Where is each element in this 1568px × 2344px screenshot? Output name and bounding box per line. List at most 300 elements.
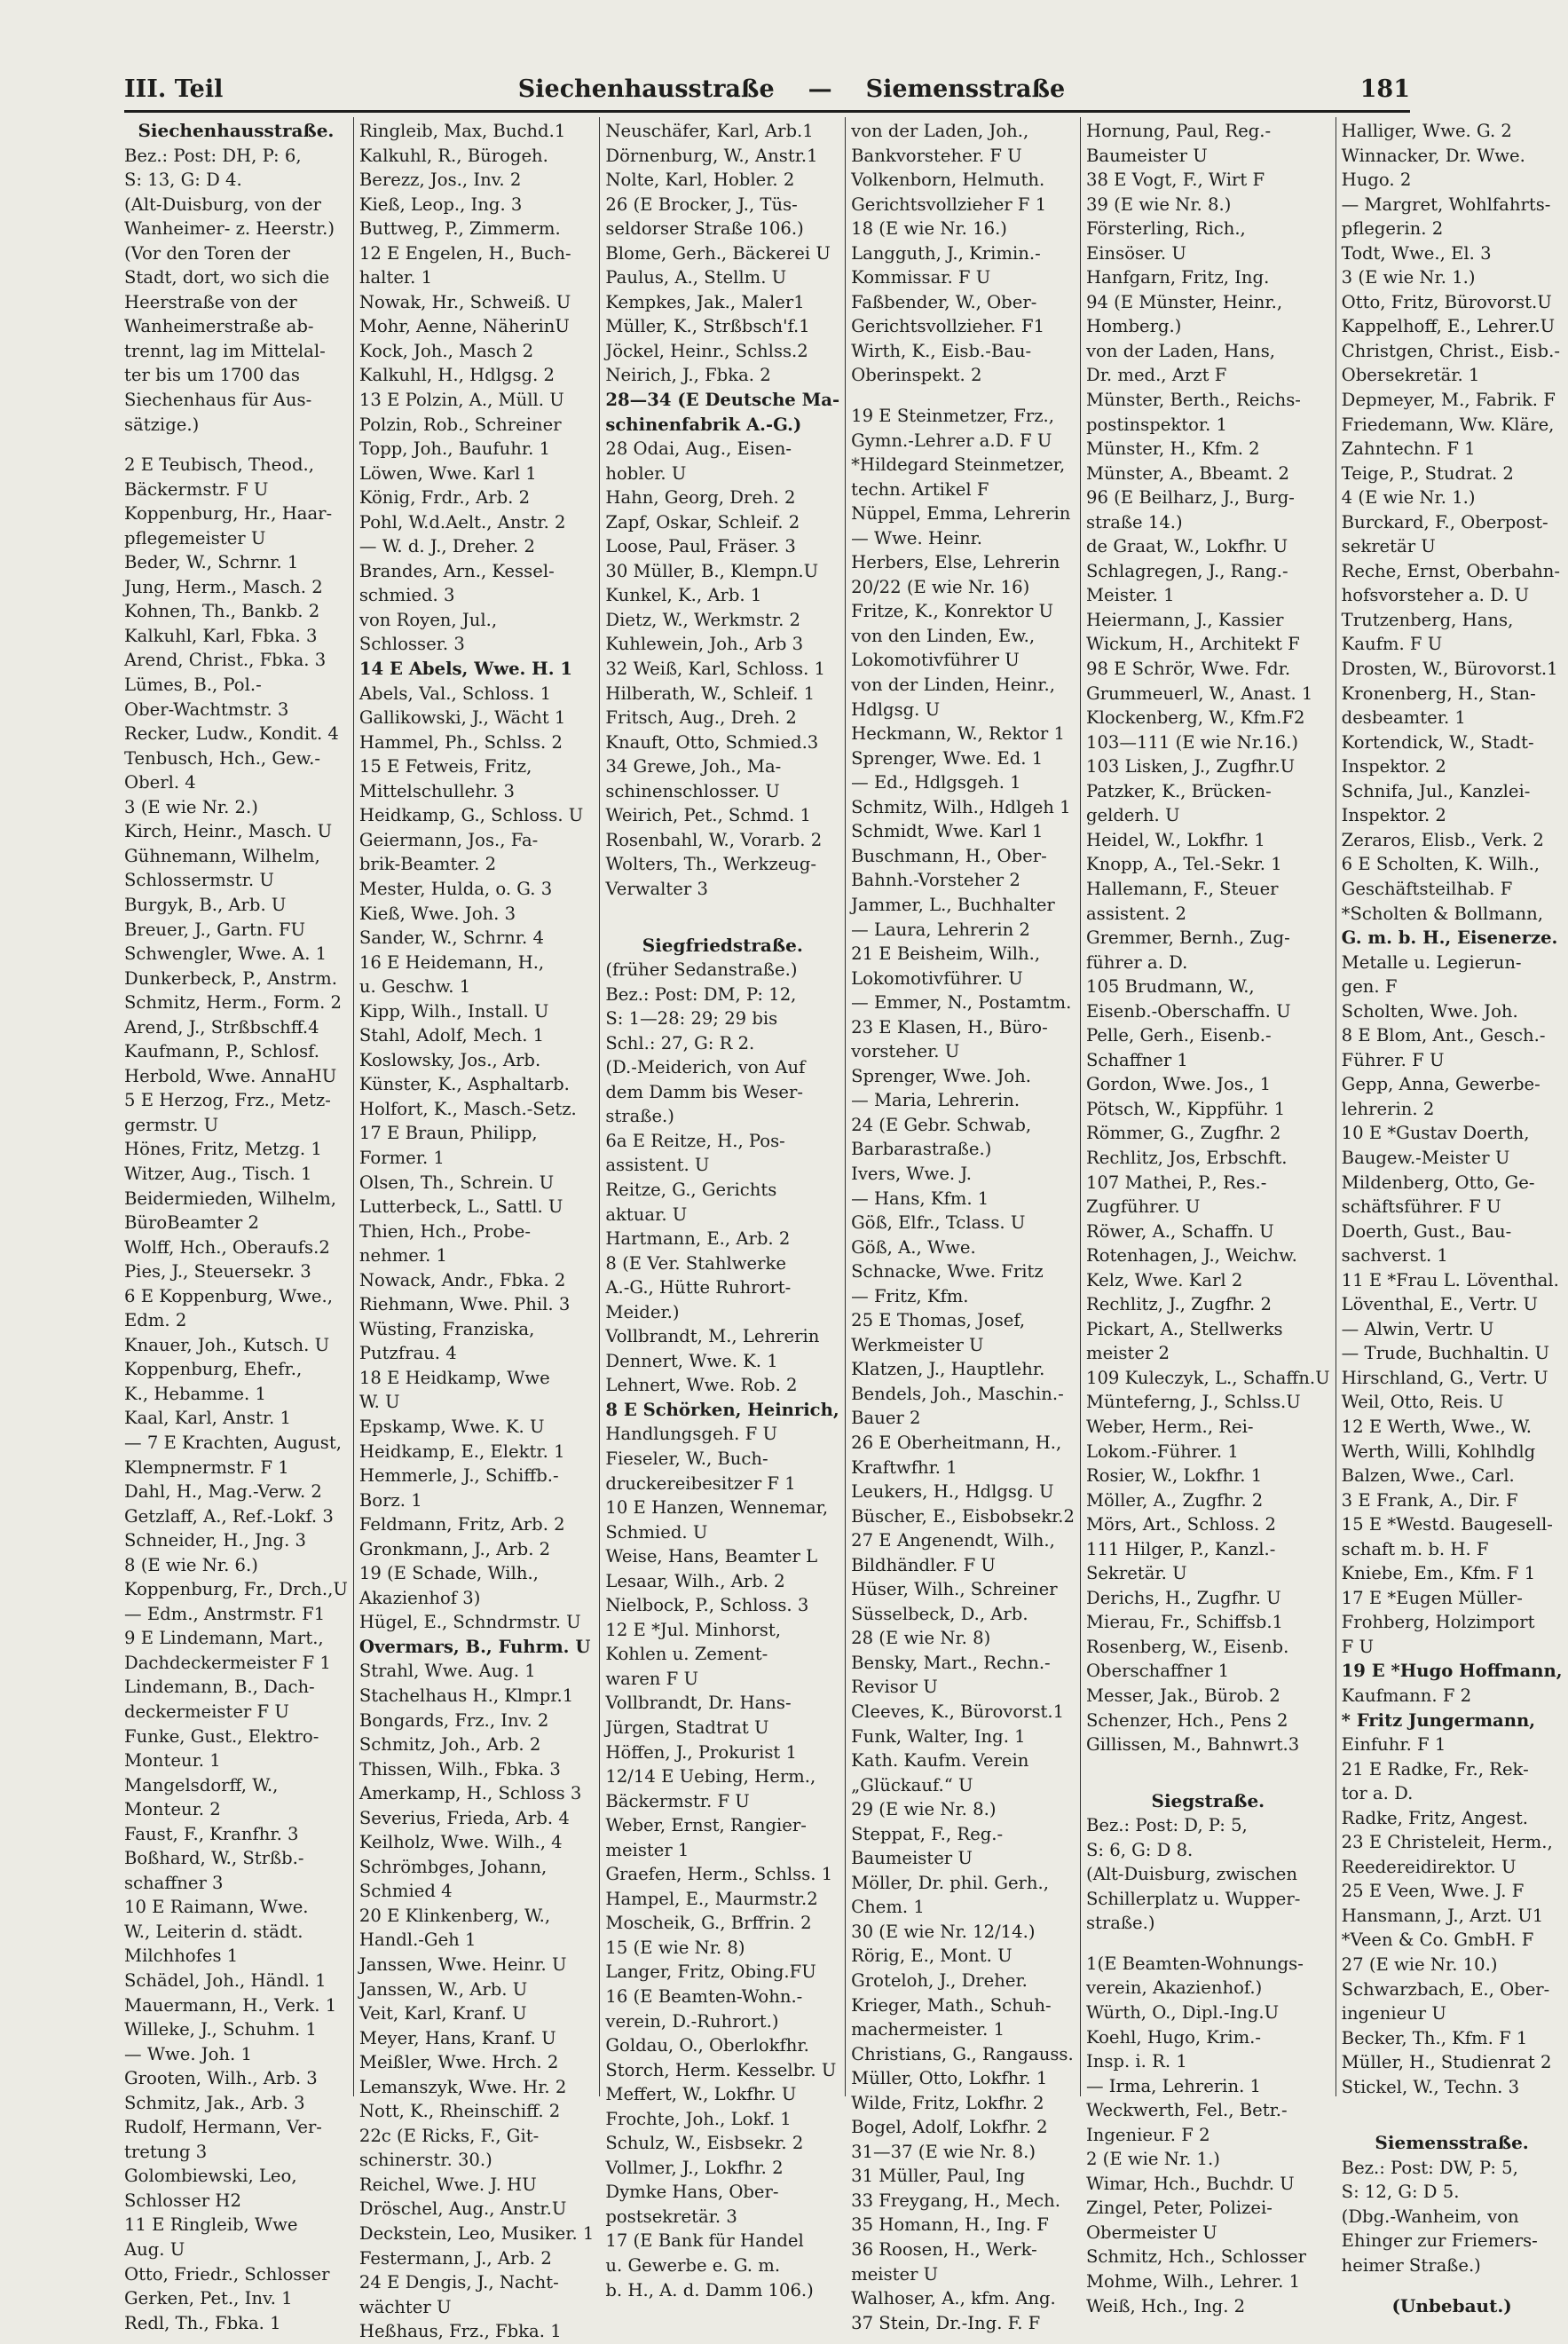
entry-line: Schlosser H2 <box>124 2190 241 2211</box>
section-label: III. Teil <box>124 75 224 103</box>
column-2 <box>353 117 600 2342</box>
entry-line: Nüppel, Emma, Lehrerin <box>851 503 1071 525</box>
entry-line: 13 E Polzin, A., Müll. U <box>359 390 564 411</box>
entry-line: Münster, Berth., Reichs- <box>1085 390 1301 411</box>
entry-line: Bauer 2 <box>851 1408 921 1429</box>
entry-line: Topp, Joh., Baufuhr. 1 <box>359 438 551 460</box>
entry-line: 23 E Christeleit, Herm., <box>1341 1832 1553 1853</box>
entry-line: Hanfgarn, Fritz, Ing. <box>1085 267 1270 288</box>
entry-line: Bildhändler. F U <box>851 1554 996 1575</box>
entry-line: (Alt-Duisburg, von der <box>124 193 321 215</box>
spacer <box>1342 2115 1563 2131</box>
entry-line: Baumeister U <box>1085 145 1208 166</box>
entry-line: — Laura, Lehrerin 2 <box>851 919 1030 940</box>
entry-line: von den Linden, Ew., <box>851 625 1036 646</box>
entry-line: Kelz, Wwe. Karl 2 <box>1085 1269 1243 1290</box>
entry-line: Brandes, Arn., Kessel- <box>359 560 555 581</box>
entry-line: Fritze, K., Konrektor U <box>851 601 1054 622</box>
entry-line: Ingenieur. F 2 <box>1085 2124 1210 2145</box>
entry-line: 31 Müller, Paul, Ing <box>851 2166 1025 2187</box>
entry-line: Weil, Otto, Reis. U <box>1341 1392 1504 1413</box>
entry-line: lehrerin. 2 <box>1341 1098 1435 1119</box>
entry-line: Lokomotivführer. U <box>851 967 1023 989</box>
entry-line: Dennert, Wwe. K. 1 <box>605 1350 778 1371</box>
entry-line: Zeraros, Elisb., Verk. 2 <box>1341 829 1544 850</box>
entry-line: 18 E Heidkamp, Wwe <box>359 1367 550 1388</box>
entry-line: Goldau, O., Oberlokfhr. <box>605 2035 809 2056</box>
entry-line: dem Damm bis Weser- <box>605 1081 803 1102</box>
entry-line: — Wwe. Joh. 1 <box>124 2043 252 2064</box>
entry-line: Thien, Hch., Probe- <box>359 1220 531 1242</box>
entry-line: Paulus, A., Stellm. U <box>605 267 787 288</box>
entry-line: 12 E *Jul. Minhorst, <box>605 1619 781 1640</box>
entry-line: Lokomotivführer U <box>851 650 1020 671</box>
entry-line: 28 (E wie Nr. 8) <box>851 1628 991 1649</box>
entry-line: Insp. i. R. 1 <box>1085 2051 1187 2072</box>
entry-line: Heidel, W., Lokfhr. 1 <box>1085 829 1265 850</box>
entry-line: — Emmer, N., Postamtm. <box>851 992 1072 1014</box>
spacer <box>605 902 839 918</box>
entry-line: Hampel, E., Maurmstr.2 <box>605 1888 818 1909</box>
header-rule <box>124 110 1410 113</box>
entry-line: halter. 1 <box>359 267 433 288</box>
entry-line: Beder, W., Schrnr. 1 <box>124 552 299 573</box>
entry-line: Wilde, Fritz, Lokfhr. 2 <box>851 2092 1044 2113</box>
entry-line: Recker, Ludw., Kondit. 4 <box>124 723 339 745</box>
column-1 <box>124 117 353 2333</box>
entry-line: Münteferng, J., Schlss.U <box>1085 1392 1301 1413</box>
entry-line: Leukers, H., Hdlgsg. U <box>851 1481 1054 1503</box>
entry-line: Schmitz, Herm., Form. 2 <box>124 992 343 1014</box>
entry-line: Stickel, W., Techn. 3 <box>1341 2076 1520 2097</box>
spacer <box>124 437 348 453</box>
entry-line: Einfuhr. F 1 <box>1341 1734 1446 1756</box>
entry-line: Christians, G., Rangauss. <box>851 2043 1074 2064</box>
entry-line: 28—34 (E Deutsche Ma- <box>605 390 840 411</box>
entry-line: Gronkmann, J., Arb. 2 <box>359 1538 551 1559</box>
entry-line: Kunkel, K., Arb. 1 <box>605 585 762 606</box>
entry-line: aktuar. U <box>605 1204 688 1225</box>
entry-line: 109 Kuleczyk, L., Schaffn.U <box>1085 1367 1330 1388</box>
entry-line: Witzer, Aug., Tisch. 1 <box>124 1163 312 1184</box>
entry-line: Geschäftsteilhab. F <box>1341 878 1513 899</box>
entry-line: schäftsführer. F U <box>1341 1196 1501 1218</box>
entry-line: Strahl, Wwe. Aug. 1 <box>359 1661 536 1682</box>
entry-line: Breuer, J., Gartn. FU <box>124 919 306 940</box>
entry-line: 26 (E Brocker, J., Tüs- <box>605 193 798 215</box>
entry-line: Grooten, Wilh., Arb. 3 <box>124 2068 318 2089</box>
entry-line: Rörig, E., Mont. U <box>851 1945 1013 1967</box>
entry-line: Veit, Karl, Kranf. U <box>359 2003 527 2024</box>
entry-line: Kieß, Wwe. Joh. 3 <box>359 903 516 924</box>
entry-line: Doerth, Gust., Bau- <box>1341 1220 1512 1242</box>
entry-line: Bendels, Joh., Maschin.- <box>851 1383 1064 1404</box>
entry-line: u. Geschw. 1 <box>359 976 471 998</box>
entry-line: Amerkamp, H., Schloss 3 <box>359 1783 582 1804</box>
entry-line: Volkenborn, Helmuth. <box>851 170 1045 191</box>
entry-line: 25 E Thomas, Josef, <box>851 1310 1026 1331</box>
entry-line: schmied. 3 <box>359 585 455 606</box>
entry-line: Kalkuhl, R., Bürogeh. <box>359 145 548 166</box>
entry-line: Cleeves, K., Bürovorst.1 <box>851 1701 1065 1722</box>
entry-line: Sprenger, Wwe. Ed. 1 <box>851 747 1044 769</box>
entry-line: Balzen, Wwe., Carl. <box>1341 1465 1515 1487</box>
entry-line: Neuschäfer, Karl, Arb.1 <box>605 121 814 141</box>
entry-line: Lehnert, Wwe. Rob. 2 <box>605 1375 798 1396</box>
entry-line: Sander, W., Schrnr. 4 <box>359 927 544 949</box>
entry-line: Holfort, K., Masch.-Setz. <box>359 1098 577 1119</box>
entry-line: — Irma, Lehrerin. 1 <box>1085 2075 1261 2096</box>
entry-line: 6 E Koppenburg, Wwe., <box>124 1285 333 1306</box>
entry-line: S: 12, G: D 5. <box>1341 2182 1460 2203</box>
entry-line: — Hans, Kfm. 1 <box>851 1188 989 1209</box>
entry-line: Mittelschullehr. 3 <box>359 780 515 801</box>
entry-line: Winnacker, Dr. Wwe. <box>1341 145 1525 166</box>
entry-line: Monteur. 2 <box>124 1799 221 1820</box>
entry-line: Schmidt, Wwe. Karl 1 <box>851 821 1044 842</box>
entry-line: Gordon, Wwe. Jos., 1 <box>1085 1074 1272 1095</box>
entry-line: 12 E Werth, Wwe., W. <box>1341 1416 1532 1437</box>
entry-line: gen. F <box>1341 976 1398 998</box>
entry-line: Inspektor. 2 <box>1341 805 1446 826</box>
entry-line: Frochte, Joh., Lokf. 1 <box>605 2108 792 2129</box>
entry-line: Nolte, Karl, Hobler. 2 <box>605 170 795 191</box>
entry-line: Aug. U <box>124 2239 185 2261</box>
entry-line: Knopp, A., Tel.-Sekr. 1 <box>1085 854 1282 875</box>
entry-line: Metalle u. Legierun- <box>1341 951 1522 973</box>
entry-line: germstr. U <box>124 1114 219 1135</box>
entry-line: 27 (E wie Nr. 10.) <box>1341 1954 1498 1976</box>
entry-line: 24 E Dengis, J., Nacht- <box>359 2272 559 2293</box>
entry-line: Pohl, W.d.Aelt., Anstr. 2 <box>359 511 566 533</box>
entry-line: Schnacke, Wwe. Fritz <box>851 1261 1044 1282</box>
entry-line: Hirschland, G., Vertr. U <box>1341 1367 1548 1388</box>
entry-line: Sprenger, Wwe. Joh. <box>851 1065 1031 1086</box>
entry-line: Kempkes, Jak., Maler1 <box>605 291 805 312</box>
entry-line: 8 E Schörken, Heinrich, <box>605 1399 839 1420</box>
entry-line: sekretär U <box>1341 536 1436 557</box>
entry-line: Schrömbges, Johann, <box>359 1856 548 1877</box>
entry-line: König, Frdr., Arb. 2 <box>359 487 531 509</box>
entry-line: Röwer, A., Schaffn. U <box>1085 1220 1274 1242</box>
entry-line: Oberinspekt. 2 <box>851 365 982 386</box>
entry-line: Klempnermstr. F 1 <box>124 1456 289 1478</box>
entry-line: Walhoser, A., kfm. Ang. <box>851 2288 1056 2309</box>
entry-line: druckereibesitzer F 1 <box>605 1472 796 1494</box>
entry-line: seldorser Straße 106.) <box>605 218 804 240</box>
entry-line: — W. d. J., Dreher. 2 <box>359 536 535 557</box>
entry-line: Wolff, Hch., Oberaufs.2 <box>124 1236 330 1258</box>
entry-line: nehmer. 1 <box>359 1245 448 1267</box>
column-4 <box>845 117 1080 2333</box>
entry-line: pflegemeister U <box>124 527 266 549</box>
entry-line: 19 (E Schade, Wilh., <box>359 1563 539 1584</box>
entry-line: Würth, O., Dipl.-Ing.U <box>1085 2002 1280 2024</box>
entry-line: Kohlen u. Zement- <box>605 1644 768 1665</box>
entry-line: Moscheik, G., Brffrin. 2 <box>605 1913 812 1934</box>
entry-line: 10 E *Gustav Doerth, <box>1341 1123 1530 1144</box>
entry-line: Nowack, Andr., Fbka. 2 <box>359 1269 566 1290</box>
entry-line: tretung 3 <box>124 2141 208 2162</box>
entry-line: (D.-Meiderich, von Auf <box>605 1057 806 1078</box>
entry-line: b. H., A. d. Damm 106.) <box>605 2279 814 2301</box>
entry-line: W., Leiterin d. städt. <box>124 1921 303 1942</box>
entry-line: Reitze, G., Gerichts <box>605 1179 777 1200</box>
entry-line: Jammer, L., Buchhalter <box>851 894 1055 915</box>
entry-line: Jürgen, Stadtrat U <box>605 1717 769 1738</box>
entry-line: Steppat, F., Reg.- <box>851 1823 1004 1844</box>
entry-line: Baumeister U <box>851 1848 973 1869</box>
entry-line: Kath. Kaufm. Verein <box>851 1750 1029 1772</box>
entry-line: 16 E Heidemann, H., <box>359 951 545 973</box>
entry-line: Beidermieden, Wilhelm, <box>124 1188 337 1209</box>
entry-line: Bäckermstr. F U <box>124 478 269 500</box>
entry-line: Funk, Walter, Ing. 1 <box>851 1725 1026 1747</box>
entry-line: 9 E Lindemann, Mart., <box>124 1628 324 1649</box>
entry-line: Teige, P., Studrat. 2 <box>1341 462 1514 484</box>
entry-line: 3 (E wie Nr. 1.) <box>1341 267 1476 288</box>
entry-line: schinenschlosser. U <box>605 780 780 801</box>
entry-line: Groteloh, J., Dreher. <box>851 1970 1028 1992</box>
entry-line: Burgyk, B., Arb. U <box>124 894 287 915</box>
entry-line: Bez.: Post: D, P: 5, <box>1085 1815 1248 1836</box>
entry-line: von Royen, Jul., <box>359 609 498 630</box>
entry-line: Rosenberg, W., Eisenb. <box>1085 1636 1289 1657</box>
entry-line: *Hildegard Steinmetzer, <box>851 454 1066 476</box>
entry-line: Funke, Gust., Elektro- <box>124 1725 319 1747</box>
entry-line: hofsvorsteher a. D. U <box>1341 585 1530 606</box>
entry-line: Müller, Otto, Lokfhr. 1 <box>851 2068 1048 2089</box>
entry-line: Janssen, W., Arb. U <box>359 1978 528 2000</box>
entry-line: 111 Hilger, P., Kanzl.- <box>1085 1538 1276 1559</box>
entry-line: W. U <box>359 1392 400 1413</box>
entry-line: 27 E Angenendt, Wilh., <box>851 1530 1055 1551</box>
entry-line: Dachdeckermeister F 1 <box>124 1652 331 1673</box>
entry-line: Hallemann, F., Steuer <box>1085 878 1279 899</box>
entry-line: Dunkerbeck, P., Anstrm. <box>124 967 337 989</box>
entry-line: Bäckermstr. F U <box>605 1790 750 1811</box>
entry-line: 34 Grewe, Joh., Ma- <box>605 756 782 777</box>
entry-line: Rudolf, Hermann, Ver- <box>124 2117 322 2138</box>
entry-line: 94 (E Münster, Heinr., <box>1085 291 1283 312</box>
entry-line: 3 (E wie Nr. 2.) <box>124 796 258 817</box>
entry-line: — Margret, Wohlfahrts- <box>1341 193 1551 215</box>
entry-line: tor a. D. <box>1341 1783 1414 1804</box>
entry-line: Heckmann, W., Rektor 1 <box>851 723 1065 745</box>
entry-line: straße.) <box>1085 1913 1155 1934</box>
entry-line: Schnifa, Jul., Kanzlei- <box>1341 780 1531 801</box>
entry-line: Hemmerle, J., Schiffb.- <box>359 1465 559 1487</box>
entry-line: Pötsch, W., Kippführ. 1 <box>1085 1098 1286 1119</box>
entry-line: Bankvorsteher. F U <box>851 145 1022 166</box>
entry-line: — 7 E Krachten, August, <box>124 1432 342 1453</box>
running-title <box>518 75 1065 103</box>
entry-line: Revisor U <box>851 1677 938 1698</box>
entry-line: Bogel, Adolf, Lokfhr. 2 <box>851 2117 1048 2138</box>
entry-line: Meister. 1 <box>1085 585 1175 606</box>
entry-line: Försterling, Rich., <box>1085 218 1246 240</box>
entry-line: Stahl, Adolf, Mech. 1 <box>359 1025 545 1046</box>
entry-line: Rechlitz, Jos, Erbschft. <box>1085 1147 1288 1168</box>
entry-line: Herbers, Else, Lehrerin <box>851 552 1060 573</box>
entry-line: 23 E Klasen, H., Büro- <box>851 1016 1048 1038</box>
entry-line: Münster, H., Kfm. 2 <box>1085 438 1260 460</box>
entry-line: Jöckel, Heinr., Schlss.2 <box>605 340 808 361</box>
entry-line: Lümes, B., Pol.- <box>124 675 262 696</box>
entry-line: desbeamter. 1 <box>1341 707 1466 729</box>
entry-line: (früher Sedanstraße.) <box>605 959 798 981</box>
entry-line: Inspektor. 2 <box>1341 756 1446 777</box>
entry-line: 3 E Frank, A., Dir. F <box>1341 1489 1518 1511</box>
entry-line: Golombiewski, Leo, <box>124 2166 297 2187</box>
entry-line: Gymn.-Lehrer a.D. F U <box>851 430 1052 451</box>
entry-line: Bahnh.-Vorsteher 2 <box>851 870 1020 891</box>
entry-line: Handl.-Geh 1 <box>359 1930 477 1951</box>
entry-line: Künster, K., Asphaltarb. <box>359 1074 570 1095</box>
entry-line: Schmitz, Joh., Arb. 2 <box>359 1734 541 1756</box>
entry-line: Ober-Wachtmstr. 3 <box>124 698 289 720</box>
entry-line: Kortendick, W., Stadt- <box>1341 731 1534 753</box>
entry-line: Hahn, Georg, Dreh. 2 <box>605 487 796 509</box>
entry-line: 24 (E Gebr. Schwab, <box>851 1114 1032 1135</box>
column-5 <box>1080 117 1336 2316</box>
entry-line: Schulz, W., Eisbsekr. 2 <box>605 2133 804 2154</box>
spacer <box>1342 2278 1563 2294</box>
entry-line: Kirch, Heinr., Masch. U <box>124 821 333 842</box>
entry-line: straße 14.) <box>1085 511 1183 533</box>
entry-line: Mauermann, H., Verk. 1 <box>124 1994 337 2016</box>
entry-line: Klatzen, J., Hauptlehr. <box>851 1359 1045 1380</box>
entry-line: Berezz, Jos., Inv. 2 <box>359 170 522 191</box>
entry-line: Kaufm. F U <box>1341 634 1443 655</box>
entry-line: Möller, A., Zugfhr. 2 <box>1085 1489 1264 1511</box>
entry-line: Dr. med., Arzt F <box>1085 365 1227 386</box>
entry-line: Trutzenberg, Hans, <box>1341 609 1514 630</box>
entry-line: schaft m. b. H. F <box>1341 1538 1489 1559</box>
entry-line: 26 E Oberheitmann, H., <box>851 1432 1062 1453</box>
entry-line: Weber, Ernst, Rangier- <box>605 1815 807 1836</box>
entry-line: Borz. 1 <box>359 1489 422 1511</box>
entry-line: Stadt, dort, wo sich die <box>124 267 330 288</box>
entry-line: Gerichtsvollzieher F 1 <box>851 193 1047 215</box>
entry-line: — Fritz, Kfm. <box>851 1285 969 1306</box>
entry-line: Grummeuerl, W., Anast. 1 <box>1085 683 1313 704</box>
street-heading: Siechenhausstraße. <box>138 120 335 141</box>
entry-line: (Vor den Toren der <box>124 242 291 264</box>
entry-line: Derichs, H., Zugfhr. U <box>1085 1587 1281 1608</box>
entry-line: — Edm., Anstrmstr. F1 <box>124 1603 326 1624</box>
entry-line: Arend, J., Strßbschff.4 <box>124 1016 319 1038</box>
entry-line: Knauer, Joh., Kutsch. U <box>124 1334 330 1355</box>
entry-line: Göß, Elfr., Tclass. U <box>851 1212 1026 1234</box>
entry-line: u. Gewerbe e. G. m. <box>605 2255 781 2277</box>
entry-line: Schmitz, Wilh., Hdlgeh 1 <box>851 796 1071 817</box>
entry-line: Dröschel, Aug., Anstr.U <box>359 2198 567 2220</box>
entry-line: Schillerplatz u. Wupper- <box>1085 1888 1301 1909</box>
entry-line: Kronenberg, H., Stan- <box>1341 683 1536 704</box>
entry-line: Jung, Herm., Masch. 2 <box>124 576 323 597</box>
entry-line: Meyer, Hans, Kranf. U <box>359 2027 556 2048</box>
entry-line: (Alt-Duisburg, zwischen <box>1085 1864 1297 1885</box>
entry-line: Kuhlewein, Joh., Arb 3 <box>605 634 804 655</box>
spacer <box>1342 2099 1563 2115</box>
entry-line: Heerstraße von der <box>124 291 297 312</box>
entry-line: Müller, K., Strßbsch'f.1 <box>605 316 810 337</box>
entry-line: 8 (E wie Nr. 6.) <box>124 1554 258 1575</box>
entry-line: Fieseler, W., Buch- <box>605 1448 768 1469</box>
entry-line: Janssen, Wwe. Heinr. U <box>359 1954 567 1976</box>
entry-line: Gerichtsvollzieher. F1 <box>851 316 1045 337</box>
entry-line: Festermann, J., Arb. 2 <box>359 2247 552 2269</box>
column-6 <box>1336 117 1568 2316</box>
spacer <box>1086 1936 1330 1952</box>
entry-line: Heidkamp, E., Elektr. 1 <box>359 1440 565 1462</box>
columns <box>124 117 1563 2342</box>
street-heading: Siegstraße. <box>1151 1789 1265 1811</box>
entry-line: — Wwe. Heinr. <box>851 527 982 549</box>
entry-line: „Glückauf.“ U <box>851 1774 973 1795</box>
entry-line: techn. Artikel F <box>851 478 989 500</box>
entry-line: Schmied. U <box>605 1521 708 1543</box>
entry-line: Monteur. 1 <box>124 1750 221 1772</box>
entry-line: 18 (E wie Nr. 16.) <box>851 218 1007 240</box>
entry-line: Gallikowski, J., Wächt 1 <box>359 707 566 729</box>
entry-line: Kaufmann. F 2 <box>1341 1685 1472 1706</box>
entry-line: führer a. D. <box>1085 951 1188 973</box>
entry-line: Hugo. 2 <box>1341 170 1412 191</box>
entry-line: Münster, A., Bbeamt. 2 <box>1085 462 1289 484</box>
entry-line: Reedereidirektor. U <box>1341 1856 1517 1877</box>
entry-line: Gerken, Pet., Inv. 1 <box>124 2288 293 2309</box>
entry-line: Nielbock, P., Schloss. 3 <box>605 1595 809 1616</box>
entry-line: Kommissar. F U <box>851 267 991 288</box>
entry-line: Koppenburg, Ehefr., <box>124 1359 303 1380</box>
entry-line: Homberg.) <box>1085 316 1182 337</box>
entry-line: Weiß, Hch., Ing. 2 <box>1085 2295 1246 2316</box>
entry-line: meister 2 <box>1085 1343 1170 1364</box>
entry-line: schinerstr. 30.) <box>359 2150 492 2171</box>
entry-line: Redl, Th., Fbka. 1 <box>124 2312 281 2333</box>
entry-line: waren F U <box>605 1668 698 1689</box>
entry-line: Hönes, Fritz, Metzg. 1 <box>124 1139 322 1160</box>
entry-line: Oberschaffner 1 <box>1085 1661 1230 1682</box>
entry-line: ter bis um 1700 das <box>124 365 300 386</box>
entry-line: gelderh. U <box>1085 805 1180 826</box>
entry-line: Nowak, Hr., Schweiß. U <box>359 291 571 312</box>
entry-line: Frohberg, Holzimport <box>1341 1612 1535 1633</box>
entry-line: Herbold, Wwe. AnnaHU <box>124 1065 337 1086</box>
entry-line: meister U <box>851 2263 939 2285</box>
entry-line: Buttweg, P., Zimmerm. <box>359 218 561 240</box>
entry-line: Feldmann, Fritz, Arb. 2 <box>359 1514 565 1535</box>
entry-line: straße.) <box>605 1106 674 1127</box>
entry-line: 17 E Braun, Philipp, <box>359 1123 538 1144</box>
entry-line: Kalkuhl, Karl, Fbka. 3 <box>124 625 318 646</box>
entry-line: Schmied 4 <box>359 1881 453 1902</box>
entry-line: 6a E Reitze, H., Pos- <box>605 1130 785 1151</box>
entry-line: Bongards, Frz., Inv. 2 <box>359 1709 549 1731</box>
entry-line: Meißler, Wwe. Hrch. 2 <box>359 2052 559 2073</box>
entry-line: Hüser, Wilh., Schreiner <box>851 1579 1058 1600</box>
entry-line: K., Hebamme. 1 <box>124 1383 266 1404</box>
entry-line: Schaffner 1 <box>1085 1049 1188 1070</box>
entry-line: 12 E Engelen, H., Buch- <box>359 242 571 264</box>
entry-line: vorsteher. U <box>851 1041 960 1062</box>
entry-line: Bez.: Post: DW, P: 5, <box>1341 2157 1518 2178</box>
entry-line: Mohr, Aenne, NäherinU <box>359 316 570 337</box>
entry-line: sätzige.) <box>124 414 200 435</box>
entry-line: Ringleib, Max, Buchd.1 <box>359 121 566 141</box>
